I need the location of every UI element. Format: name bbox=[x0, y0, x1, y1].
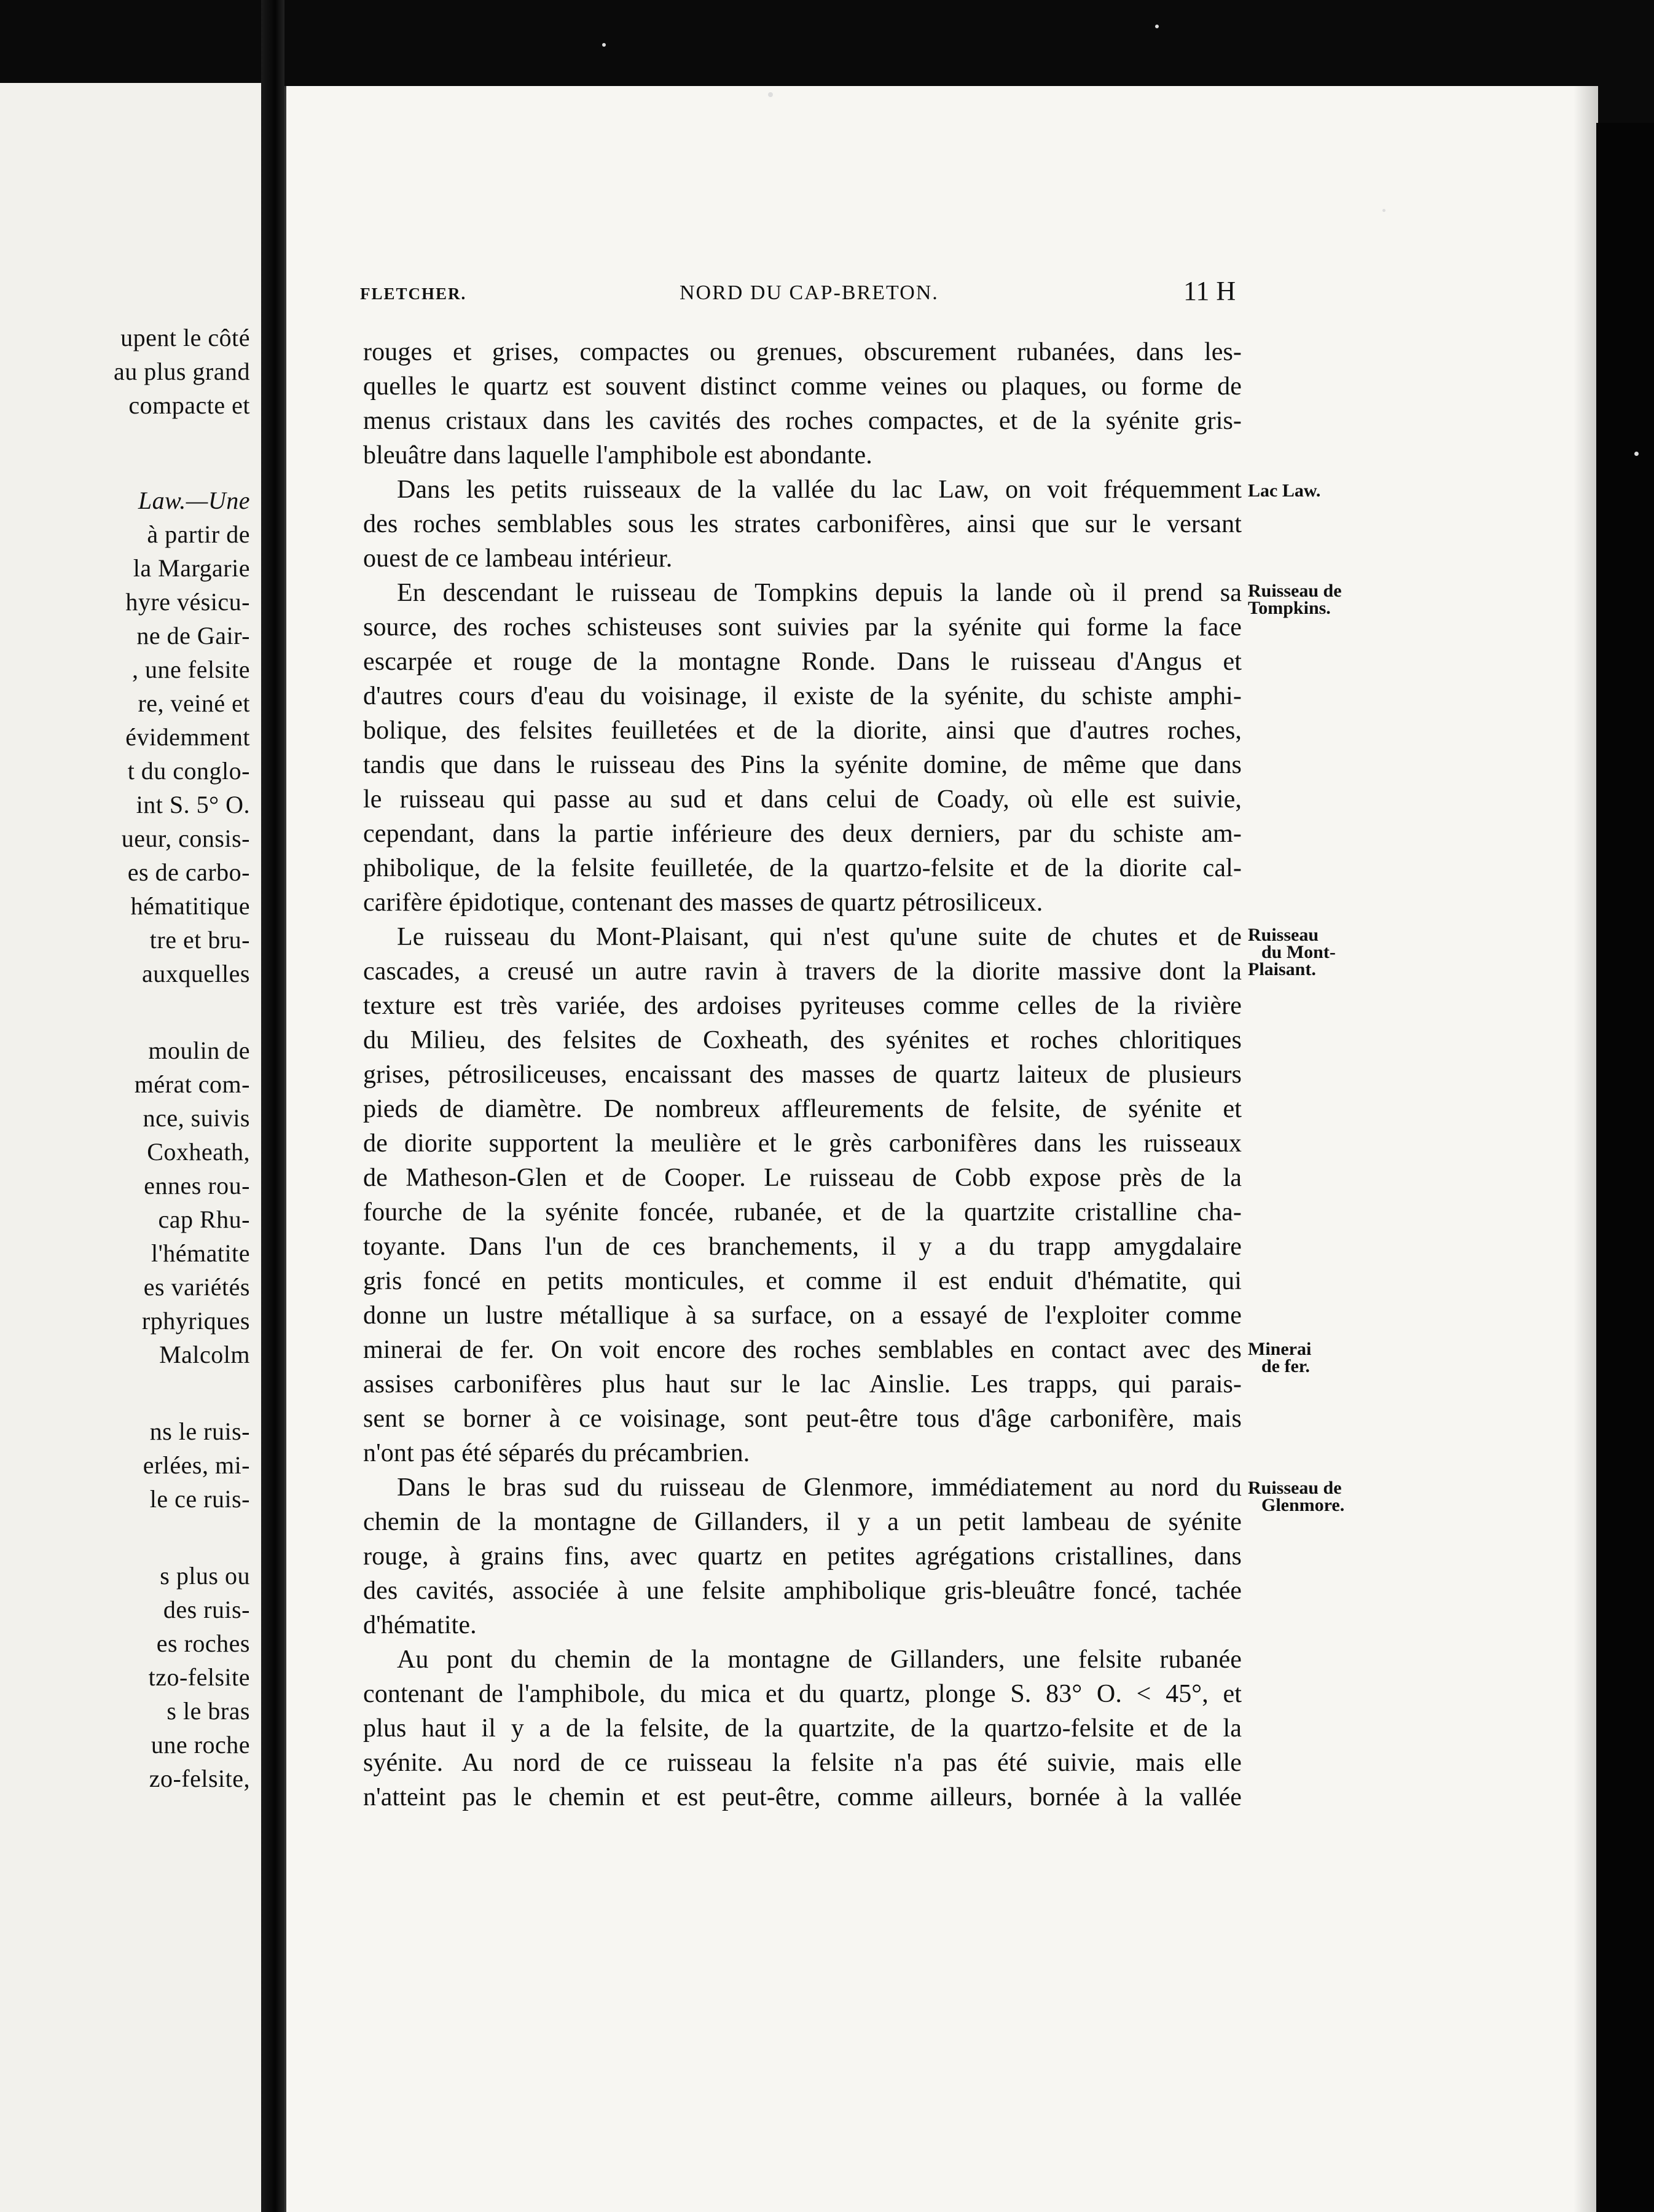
body-line: sent se borner à ce voisinage, sont peut-être tous d'âge carbonifère, mais bbox=[363, 1405, 1242, 1433]
margin-note-line: Ruisseau de bbox=[1248, 1478, 1342, 1498]
body-line: source, des roches schisteuses sont suivies par la syénite qui forme la face bbox=[363, 613, 1242, 641]
left-page-line: es roches bbox=[156, 1630, 250, 1657]
left-page-line: mérat com- bbox=[134, 1070, 250, 1098]
left-page-line: hématitique bbox=[130, 892, 250, 920]
left-page-line: t du conglo- bbox=[127, 757, 250, 785]
body-line: gris foncé en petits monticules, et comme il est enduit d'hématite, qui bbox=[363, 1267, 1242, 1295]
dust-speck bbox=[1382, 209, 1386, 212]
body-line: contenant de l'amphibole, du mica et du quartz, plonge S. 83° O. < 45°, et bbox=[363, 1680, 1242, 1708]
body-line: rouges et grises, compactes ou grenues, obscurement rubanées, dans les- bbox=[363, 338, 1242, 366]
body-line: minerai de fer. On voit encore des roches semblables en contact avec des bbox=[363, 1336, 1242, 1364]
body-line: cependant, dans la partie inférieure des deux derniers, par du schiste am- bbox=[363, 820, 1242, 848]
body-line: ouest de ce lambeau intérieur. bbox=[363, 544, 673, 573]
left-page-line: l'hématite bbox=[151, 1239, 250, 1267]
left-page-line: compacte et bbox=[128, 391, 250, 419]
body-line: rouge, à grains fins, avec quartz en petites agrégations cristallines, dans bbox=[363, 1542, 1242, 1571]
previous-page-fragment bbox=[0, 83, 261, 2212]
margin-note-line: Plaisant. bbox=[1248, 959, 1316, 979]
margin-note-line: Tompkins. bbox=[1248, 598, 1331, 618]
left-page-line: zo-felsite, bbox=[149, 1765, 250, 1792]
left-page-line: le ce ruis- bbox=[149, 1485, 250, 1513]
margin-note-line: Ruisseau de bbox=[1248, 581, 1342, 601]
margin-note-line: Ruisseau bbox=[1248, 925, 1319, 945]
margin-note-line: de fer. bbox=[1261, 1356, 1310, 1376]
left-page-line: à partir de bbox=[147, 520, 250, 548]
left-page-line: upent le côté bbox=[120, 324, 250, 351]
body-line: le ruisseau qui passe au sud et dans celui de Coady, où elle est suivie, bbox=[363, 785, 1242, 814]
current-page bbox=[284, 86, 1598, 2212]
left-page-line: nce, suivis bbox=[143, 1104, 250, 1132]
body-line: menus cristaux dans les cavités des roches compactes, et de la syénite gris- bbox=[363, 407, 1242, 435]
body-line: d'autres cours d'eau du voisinage, il existe de la syénite, du schiste amphi- bbox=[363, 682, 1242, 710]
body-line: donne un lustre métallique à sa surface, on a essayé de l'exploiter comme bbox=[363, 1301, 1242, 1330]
body-line: escarpée et rouge de la montagne Ronde. Dans le ruisseau d'Angus et bbox=[363, 648, 1242, 676]
left-page-line: une roche bbox=[151, 1731, 250, 1759]
body-line: quelles le quartz est souvent distinct comme veines ou plaques, ou forme de bbox=[363, 372, 1242, 401]
left-page-line: ns le ruis- bbox=[149, 1418, 250, 1445]
running-head-title: NORD DU CAP-BRETON. bbox=[680, 281, 939, 304]
body-line: phibolique, de la felsite feuilletée, de la quartzo-felsite et de la diorite cal- bbox=[363, 854, 1242, 882]
left-page-line: Malcolm bbox=[159, 1341, 250, 1368]
body-line: toyante. Dans l'un de ces branchements, il y a du trapp amygdalaire bbox=[363, 1233, 1242, 1261]
margin-note-minerai bbox=[1248, 1341, 1311, 1375]
left-page-line: tre et bru- bbox=[149, 926, 250, 954]
body-line: n'ont pas été séparés du précambrien. bbox=[363, 1439, 750, 1467]
body-line: grises, pétrosiliceuses, encaissant des masses de quartz laiteux de plusieurs bbox=[363, 1061, 1242, 1089]
body-line: syénite. Au nord de ce ruisseau la felsite n'a pas été suivie, mais elle bbox=[363, 1749, 1242, 1777]
left-page-line: , une felsite bbox=[132, 656, 250, 683]
body-line: chemin de la montagne de Gillanders, il y a un petit lambeau de syénite bbox=[363, 1508, 1242, 1536]
left-page-line: s plus ou bbox=[160, 1562, 250, 1590]
body-line: n'atteint pas le chemin et est peut-être, comme ailleurs, bornée à la vallée bbox=[363, 1783, 1242, 1811]
body-line: des roches semblables sous les strates carbonifères, ainsi que sur le versant bbox=[363, 510, 1242, 538]
left-page-line: cap Rhu- bbox=[158, 1206, 250, 1233]
left-page-line: des ruis- bbox=[163, 1596, 250, 1623]
left-page-line: Law.—Une bbox=[138, 487, 250, 514]
body-line: cascades, a creusé un autre ravin à travers de la diorite massive dont la bbox=[363, 957, 1242, 986]
dust-speck bbox=[768, 92, 773, 97]
left-page-line: es variétés bbox=[143, 1273, 250, 1301]
body-line: En descendant le ruisseau de Tompkins depuis la lande où il prend sa bbox=[397, 579, 1242, 607]
body-line: texture est très variée, des ardoises pyriteuses comme celles de la rivière bbox=[363, 992, 1242, 1020]
margin-note-line: Lac Law. bbox=[1248, 480, 1321, 501]
body-line: bleuâtre dans laquelle l'amphibole est abondante. bbox=[363, 441, 872, 469]
page-number: 11 H bbox=[1183, 276, 1236, 306]
body-line: Le ruisseau du Mont-Plaisant, qui n'est qu'une suite de chutes et de bbox=[397, 923, 1242, 951]
body-line: carifère épidotique, contenant des masses de quartz pétrosiliceux. bbox=[363, 888, 1043, 917]
margin-note-lac-law bbox=[1248, 482, 1320, 500]
page-edge-shadow bbox=[1574, 86, 1598, 2212]
left-page-line: auxquelles bbox=[141, 960, 250, 987]
left-page-line: rphyriques bbox=[141, 1307, 250, 1335]
body-line: pieds de diamètre. De nombreux affleurements de felsite, de syénite et bbox=[363, 1095, 1242, 1123]
margin-note-line: Minerai bbox=[1248, 1339, 1312, 1359]
left-page-line: erlées, mi- bbox=[143, 1451, 250, 1479]
left-page-line: es de carbo- bbox=[127, 858, 250, 886]
body-line: bolique, des felsites feuilletées et de la diorite, ainsi que d'autres roches, bbox=[363, 716, 1242, 745]
body-line: de diorite supportent la meulière et le grès carbonifères dans les ruisseaux bbox=[363, 1129, 1242, 1158]
left-page-line: évidemment bbox=[125, 723, 250, 751]
scan-border-right bbox=[1596, 123, 1654, 2212]
left-page-line: tzo-felsite bbox=[148, 1663, 250, 1691]
margin-note-line: Glenmore. bbox=[1261, 1495, 1345, 1515]
margin-note-line: du Mont- bbox=[1261, 942, 1336, 962]
margin-note-glenmore bbox=[1248, 1480, 1344, 1514]
left-page-line: la Margarie bbox=[133, 554, 250, 582]
body-line: de Matheson-Glen et de Cooper. Le ruisseau de Cobb expose près de la bbox=[363, 1164, 1242, 1192]
dust-speck bbox=[1634, 452, 1639, 456]
body-line: d'hématite. bbox=[363, 1611, 477, 1639]
body-line: plus haut il y a de la felsite, de la quartzite, de la quartzo-felsite et de la bbox=[363, 1714, 1242, 1743]
dust-speck bbox=[602, 43, 606, 47]
left-page-line: moulin de bbox=[148, 1037, 250, 1064]
book-gutter bbox=[261, 0, 284, 2212]
margin-note-mont-plaisant bbox=[1248, 927, 1336, 978]
left-page-line: s le bras bbox=[167, 1697, 250, 1725]
left-page-line: ennes rou- bbox=[144, 1172, 250, 1199]
dust-speck bbox=[1155, 25, 1159, 28]
margin-note-tompkins bbox=[1248, 582, 1342, 617]
left-page-line: re, veiné et bbox=[138, 689, 250, 717]
left-page-line: ne de Gair- bbox=[136, 622, 250, 649]
body-line: Dans le bras sud du ruisseau de Glenmore, immédiatement au nord du bbox=[397, 1473, 1242, 1502]
running-head-author: FLETCHER. bbox=[360, 284, 467, 303]
left-page-line: ueur, consis- bbox=[121, 825, 250, 852]
body-line: du Milieu, des felsites de Coxheath, des syénites et roches chloritiques bbox=[363, 1026, 1242, 1054]
left-page-line: hyre vésicu- bbox=[125, 588, 250, 616]
body-line: Dans les petits ruisseaux de la vallée du lac Law, on voit fréquemment bbox=[397, 476, 1242, 504]
body-line: tandis que dans le ruisseau des Pins la syénite domine, de même que dans bbox=[363, 751, 1242, 779]
body-line: Au pont du chemin de la montagne de Gillanders, une felsite rubanée bbox=[397, 1645, 1242, 1674]
body-line: assises carbonifères plus haut sur le lac Ainslie. Les trapps, qui parais- bbox=[363, 1370, 1242, 1398]
left-page-line: Coxheath, bbox=[147, 1138, 250, 1166]
left-page-line: int S. 5° O. bbox=[136, 791, 250, 818]
body-line: des cavités, associée à une felsite amphibolique gris-bleuâtre foncé, tachée bbox=[363, 1577, 1242, 1605]
body-line: fourche de la syénite foncée, rubanée, et de la quartzite cristalline cha- bbox=[363, 1198, 1242, 1226]
left-page-line: au plus grand bbox=[113, 358, 250, 385]
